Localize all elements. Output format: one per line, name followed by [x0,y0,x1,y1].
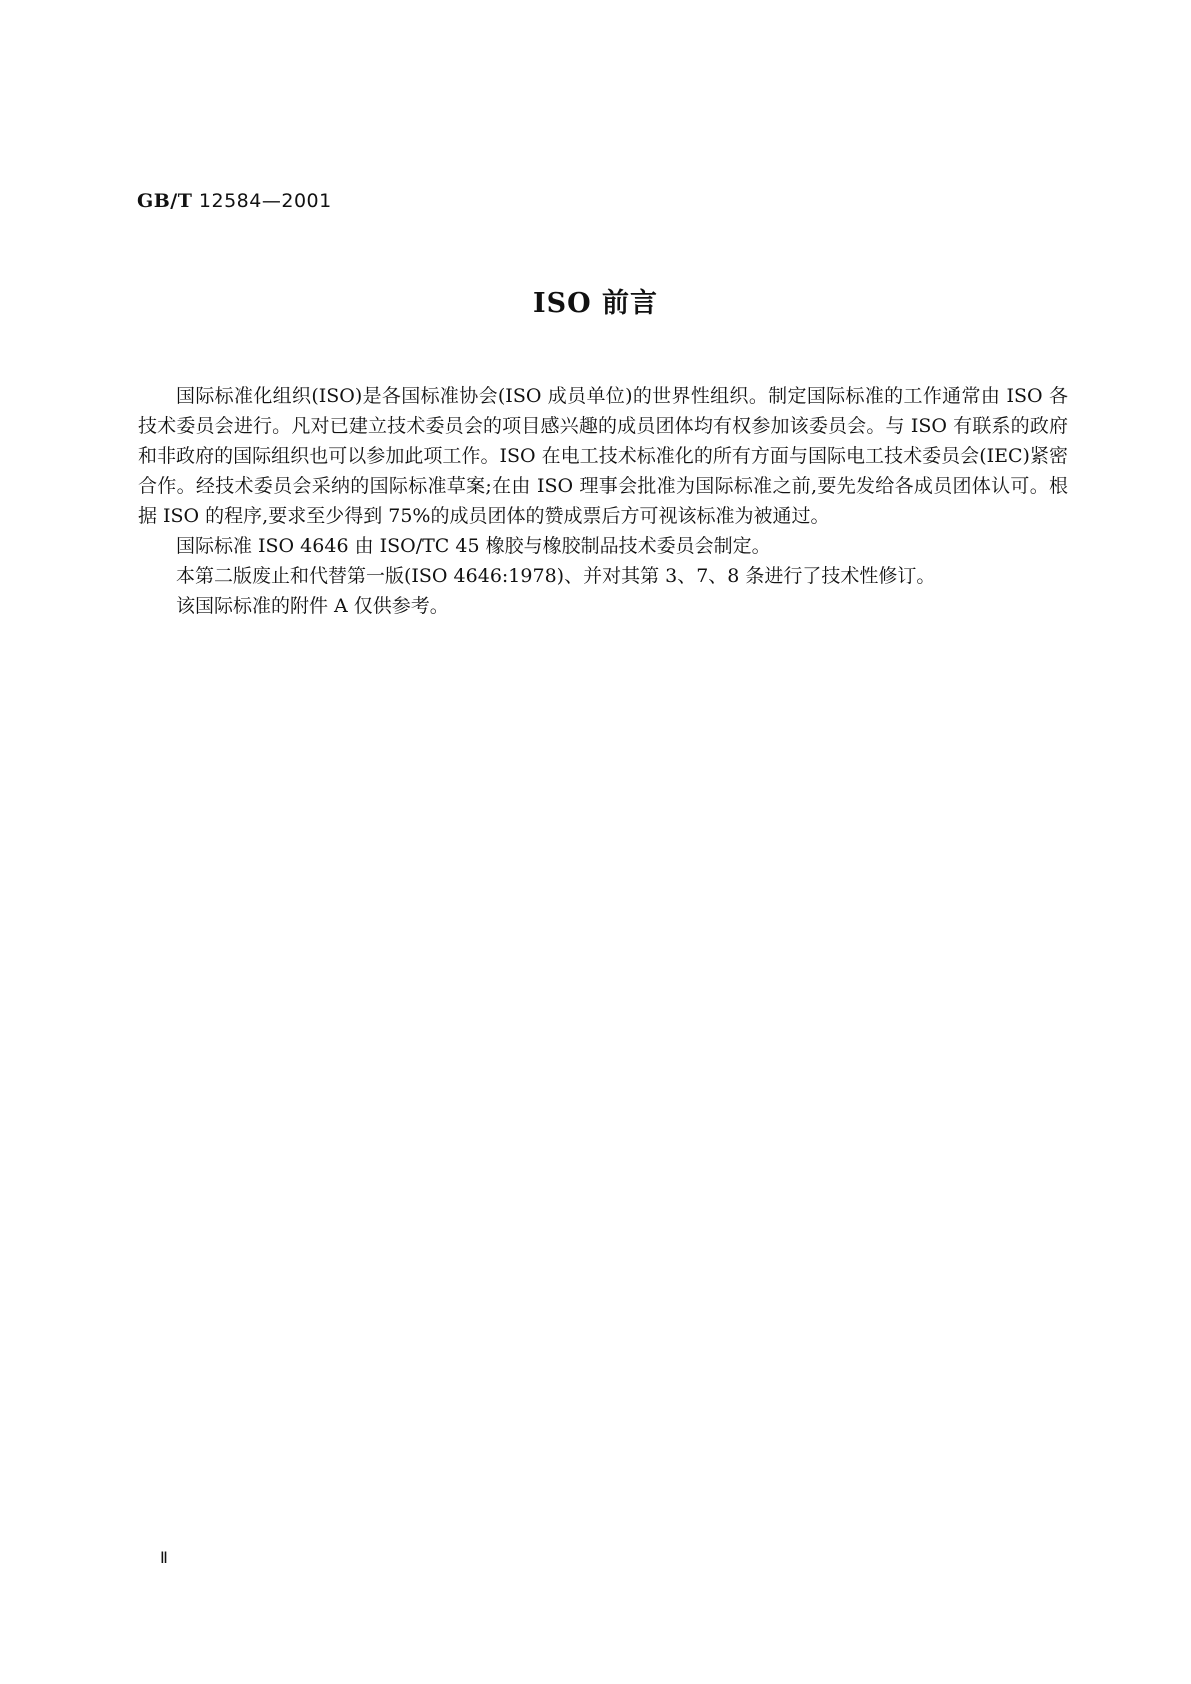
standard-number: 12584—2001 [198,190,332,212]
standard-prefix: GB/T [137,190,193,212]
page-number: Ⅱ [160,1548,168,1567]
paragraph-iso-intro: 国际标准化组织(ISO)是各国标准协会(ISO 成员单位)的世界性组织。制定国际标准的工作通常由 ISO 各技术委员会进行。凡对已建立技术委员会的项目感兴趣的成员团体均有权参加该委员会。与 ISO 有联系的政府和非政府的国际组织也可以参加此项工作。ISO 在电工技术标准化的所有方面与国际电工技术委员会(IEC)紧密合作。经技术委员会采纳的国际标准草案;在由 ISO 理事会批准为国际标准之前,要先发给各成员团体认可。根据 ISO 的程序,要求至少得到 75%的成员团体的赞成票后方可视该标准为被通过。 [138,385,1068,527]
page-title: ISO 前言 [532,288,659,319]
paragraph-tc45: 国际标准 ISO 4646 由 ISO/TC 45 橡胶与橡胶制品技术委员会制定。 [176,535,771,557]
body-text [138,381,1068,621]
paragraph-second-edition: 本第二版废止和代替第一版(ISO 4646:1978)、并对其第 3、7、8 条进行了技术性修订。 [176,565,936,587]
paragraph-annex-a: 该国际标准的附件 A 仅供参考。 [176,595,449,617]
standard-code [137,190,332,212]
